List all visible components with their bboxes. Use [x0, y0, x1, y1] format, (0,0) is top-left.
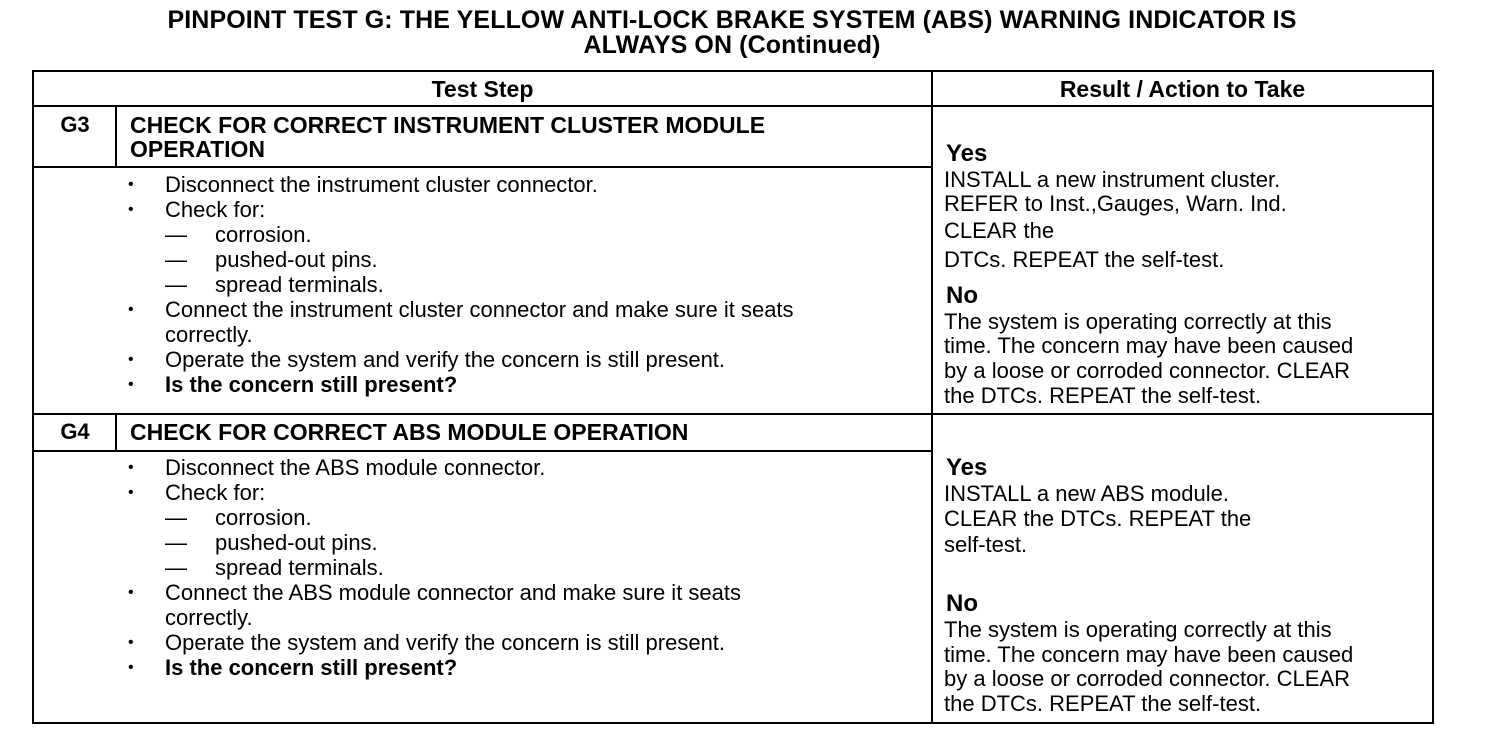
bullet-icon: • — [128, 659, 134, 676]
step-title-g3-line-2: OPERATION — [130, 136, 266, 162]
header-rule — [32, 105, 1434, 107]
bullet-icon: • — [128, 484, 134, 501]
dash-icon: — — [165, 505, 187, 530]
g4-yes-action: CLEAR the DTCs. REPEAT the — [944, 506, 1252, 531]
g3-check-item: pushed-out pins. — [215, 247, 378, 272]
g4-yes-label: Yes — [946, 454, 988, 481]
g4-instruction: Operate the system and verify the concern is still present. — [165, 630, 726, 655]
page-title — [0, 8, 1464, 58]
g3-instruction-continued: correctly. — [165, 322, 253, 347]
page-title-line-2: ALWAYS ON (Continued) — [583, 31, 881, 59]
g4-instruction: Disconnect the ABS module connector. — [165, 455, 546, 480]
bullet-icon: • — [128, 201, 134, 218]
g3-instruction: Check for: — [165, 197, 266, 222]
g4-title-rule — [32, 450, 932, 452]
g3-title-rule — [32, 166, 932, 168]
bullet-icon: • — [128, 584, 134, 601]
dash-icon: — — [165, 222, 187, 247]
g3-no-action: the DTCs. REPEAT the self-test. — [944, 383, 1262, 408]
g4-no-label: No — [946, 590, 978, 617]
g3-check-item: spread terminals. — [215, 272, 384, 297]
bullet-icon: • — [128, 301, 134, 318]
g4-instruction: Connect the ABS module connector and make sure it seats — [165, 580, 741, 605]
g3-instruction: Disconnect the instrument cluster connector. — [165, 172, 598, 197]
dash-icon: — — [165, 530, 187, 555]
g4-no-action: by a loose or corroded connector. CLEAR — [944, 666, 1351, 691]
step-title-g3-line-1: CHECK FOR CORRECT INSTRUMENT CLUSTER MODULE — [130, 112, 766, 138]
g3-yes-action: REFER to Inst.,Gauges, Warn. Ind. — [944, 191, 1287, 216]
g4-question: Is the concern still present? — [165, 655, 458, 680]
g3-check-item: corrosion. — [215, 222, 312, 247]
g4-yes-action: self-test. — [944, 532, 1028, 557]
g3-no-action: The system is operating correctly at this — [944, 309, 1332, 334]
g3-no-label: No — [946, 282, 978, 309]
step-id-g3: G3 — [60, 112, 90, 137]
g4-no-action: the DTCs. REPEAT the self-test. — [944, 691, 1262, 716]
dash-icon: — — [165, 555, 187, 580]
page-title-line-1: PINPOINT TEST G: THE YELLOW ANTI-LOCK BRAKE SYSTEM (ABS) WARNING INDICATOR IS — [167, 6, 1297, 34]
g4-check-item: spread terminals. — [215, 555, 384, 580]
dash-icon: — — [165, 272, 187, 297]
bullet-icon: • — [128, 376, 134, 393]
g3-instruction: Connect the instrument cluster connector and make sure it seats — [165, 297, 794, 322]
g4-no-action: time. The concern may have been caused — [944, 642, 1354, 667]
g4-check-item: corrosion. — [215, 505, 312, 530]
bullet-icon: • — [128, 459, 134, 476]
g4-check-item: pushed-out pins. — [215, 530, 378, 555]
g3-yes-label: Yes — [946, 140, 988, 167]
g4-no-action: The system is operating correctly at this — [944, 617, 1332, 642]
bullet-icon: • — [128, 176, 134, 193]
column-header-result: Result / Action to Take — [1059, 76, 1306, 102]
g3-yes-action: DTCs. REPEAT the self-test. — [944, 247, 1225, 272]
g4-yes-action: INSTALL a new ABS module. — [944, 481, 1229, 506]
g3-instruction: Operate the system and verify the concern is still present. — [165, 347, 726, 372]
bullet-icon: • — [128, 351, 134, 368]
bullet-icon: • — [128, 634, 134, 651]
g4-instruction-continued: correctly. — [165, 605, 253, 630]
dash-icon: — — [165, 247, 187, 272]
g3-yes-action: CLEAR the — [944, 218, 1055, 243]
step-divider — [32, 413, 1434, 415]
g3-question: Is the concern still present? — [165, 372, 458, 397]
column-divider — [931, 70, 933, 724]
g3-no-action: time. The concern may have been caused — [944, 333, 1354, 358]
step-title-g4: CHECK FOR CORRECT ABS MODULE OPERATION — [130, 419, 689, 445]
g4-instruction: Check for: — [165, 480, 266, 505]
g3-no-action: by a loose or corroded connector. CLEAR — [944, 358, 1351, 383]
column-header-test-step: Test Step — [431, 76, 534, 102]
g3-yes-action: INSTALL a new instrument cluster. — [944, 167, 1281, 192]
step-id-g4: G4 — [60, 419, 90, 444]
